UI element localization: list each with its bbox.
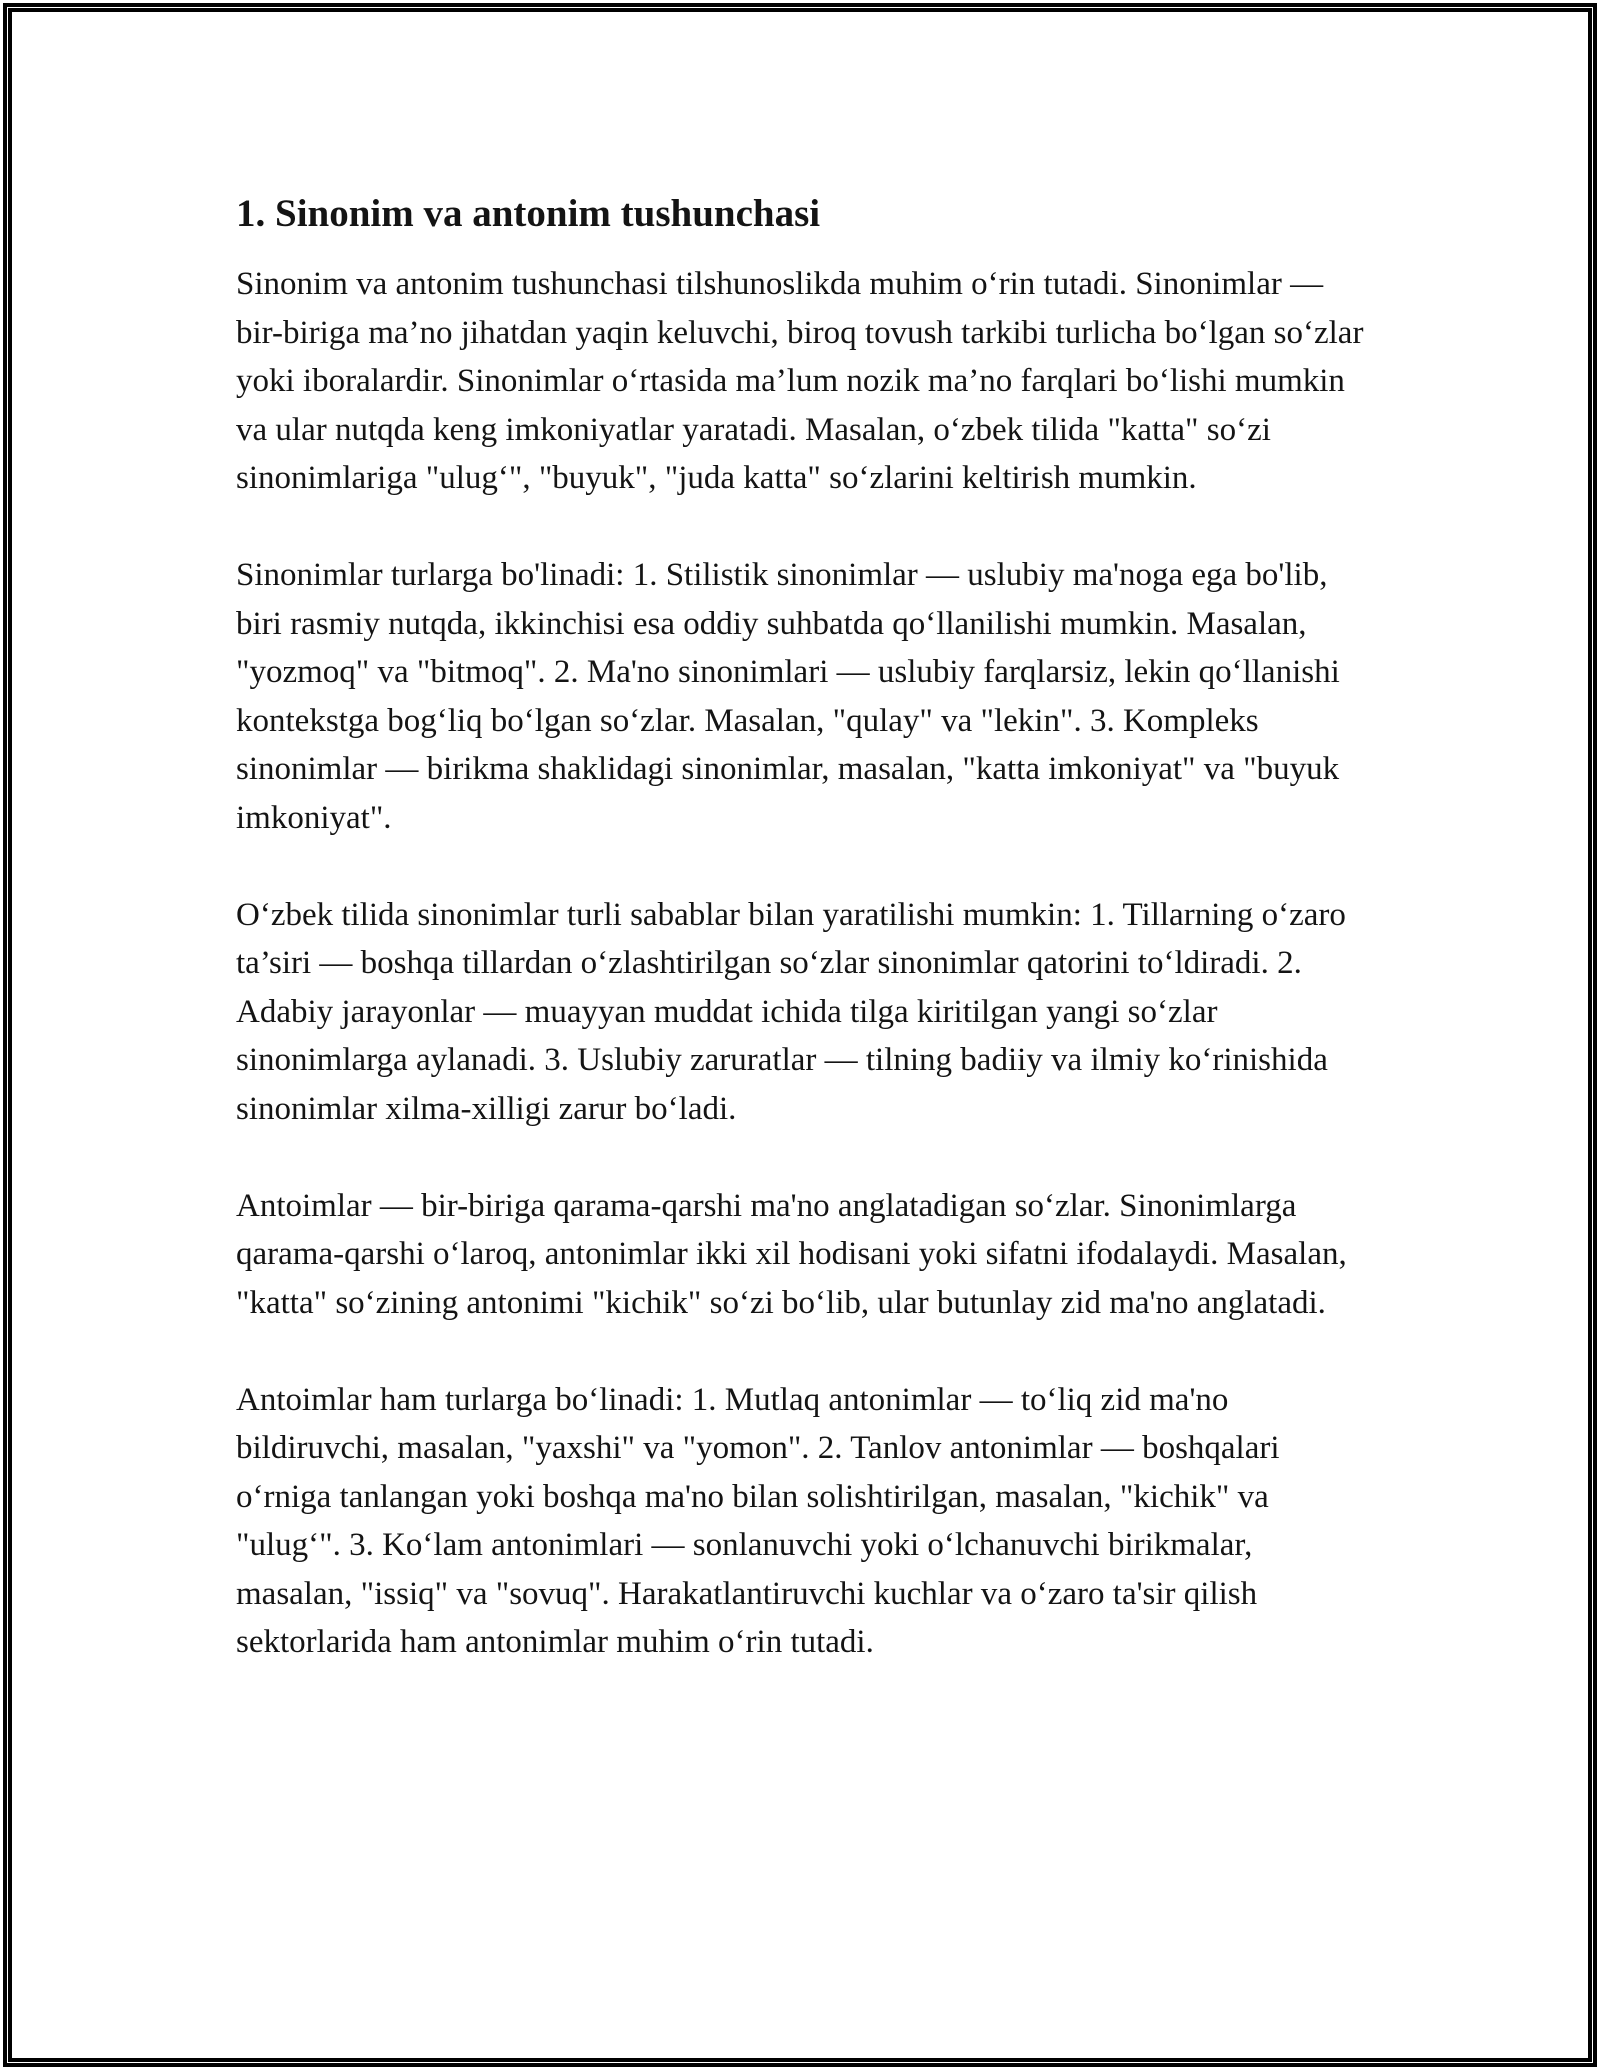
paragraph-antonym-definition: Antoimlar — bir-biriga qarama-qarshi ma'no anglatadigan so‘zlar. Sinonimlarga qarama-qarshi o‘laroq, antonimlar ikki xil hodisani yoki sifatni ifodalaydi. Masalan, "katta" so‘zining antonimi "kichik" so‘zi bo‘lib, ular butunlay zid ma'no anglatadi. (236, 1187, 1347, 1321)
section-heading: 1. Sinonim va antonim tushunchasi (236, 192, 821, 235)
paragraph-synonym-origins: O‘zbek tilida sinonimlar turli sabablar bilan yaratilishi mumkin: 1. Tillarning o‘zaro ta’siri — boshqa tillardan o‘zlashtirilgan so‘zlar sinonimlar qatorini to‘ldiradi. 2. Adabiy jarayonlar — muayyan muddat ichida tilga kiritilgan yangi so‘zlar sinonimlarga aylanadi. 3. Uslubiy zaruratlar — tilning badiiy va ilmiy ko‘rinishida sinonimlar xilma-xilligi zarur bo‘ladi. (236, 896, 1346, 1127)
paragraph-antonym-types: Antoimlar ham turlarga bo‘linadi: 1. Mutlaq antonimlar — to‘liq zid ma'no bildiruvchi, masalan, "yaxshi" va "yomon". 2. Tanlov antonimlar — boshqalari o‘rniga tanlangan yoki boshqa ma'no bilan solishtirilgan, masalan, "kichik" va "ulug‘". 3. Ko‘lam antonimlari — sonlanuvchi yoki o‘lchanuvchi birikmalar, masalan, "issiq" va "sovuq". Harakatlantiruvchi kuchlar va o‘zaro ta'sir qilish sektorlarida ham antonimlar muhim o‘rin tutadi. (236, 1381, 1280, 1660)
paragraph-synonym-definition: Sinonim va antonim tushunchasi tilshunoslikda muhim o‘rin tutadi. Sinonimlar — bir-biriga ma’no jihatdan yaqin keluvchi, biroq tovush tarkibi turlicha bo‘lgan so‘zlar yoki iboralardir. Sinonimlar o‘rtasida ma’lum nozik ma’no farqlari bo‘lishi mumkin va ular nutqda keng imkoniyatlar yaratadi. Masalan, o‘zbek tilida "katta" so‘zi sinonimlariga "ulug‘", "buyuk", "juda katta" so‘zlarini keltirish mumkin. (236, 266, 1364, 496)
document-body (236, 188, 1376, 1715)
paragraph-synonym-types: Sinonimlar turlarga bo'linadi: 1. Stilistik sinonimlar — uslubiy ma'noga ega bo'lib, biri rasmiy nutqda, ikkinchisi esa oddiy suhbatda qo‘llanilishi mumkin. Masalan, "yozmoq" va "bitmoq". 2. Ma'no sinonimlari — uslubiy farqlarsiz, lekin qo‘llanishi kontekstga bog‘liq bo‘lgan so‘zlar. Masalan, "qulay" va "lekin". 3. Kompleks sinonimlar — birikma shaklidagi sinonimlar, masalan, "katta imkoniyat" va "buyuk imkoniyat". (236, 557, 1340, 836)
